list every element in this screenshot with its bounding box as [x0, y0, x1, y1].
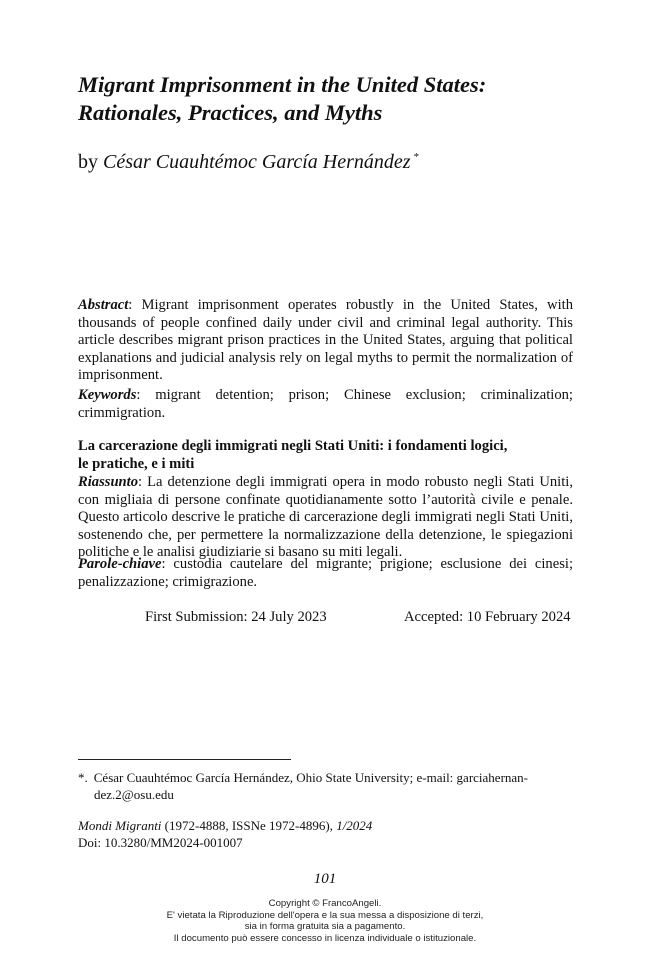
title-line-1: Migrant Imprisonment in the United States:	[78, 72, 487, 97]
journal-name: Mondi Migranti	[78, 818, 162, 833]
keywords-text: : migrant detention; prison; Chinese exclusion; criminalization; crimmigration.	[78, 387, 573, 421]
footnote-line-2: dez.2@osu.edu	[94, 787, 174, 802]
journal-issue: 1/2024	[336, 818, 373, 833]
author-name: César Cuauhtémoc García Hernández	[103, 151, 411, 173]
article-title	[78, 71, 598, 127]
riassunto	[78, 474, 573, 562]
footnote-line-1: César Cuauhtémoc García Hernández, Ohio State University; e-mail: garciahernan-	[93, 770, 528, 785]
journal-info	[78, 817, 372, 851]
riassunto-text: : La detenzione degli immigrati opera in modo robusto negli Stati Uniti, con migliaia di persone confinate quotidianamente sotto l’autorità civile e penale. Questo articolo descrive le pratiche di carcerazione degli immigrati negli Stati Uniti, sostenendo che, per permettere la normalizzazione della detenzione, le spiegazioni politiche e le analisi giudiziarie si basano su miti legali.	[78, 474, 573, 561]
italian-title-line-2: le pratiche, e i miti	[78, 455, 195, 472]
journal-doi: Doi: 10.3280/MM2024-001007	[78, 835, 243, 850]
riassunto-label: Riassunto	[78, 474, 139, 490]
copyright-line-4: Il documento può essere concesso in licenza individuale o istituzionale.	[173, 932, 477, 944]
abstract	[78, 297, 573, 385]
journal-issn: (1972-4888, ISSNe 1972-4896),	[161, 818, 337, 833]
abstract-label: Abstract	[78, 297, 129, 313]
abstract-text: : Migrant imprisonment operates robustly in the United States, with thousands of people confined daily under civil and criminal legal authority. This article describes migrant prison practices in the United States, arguing that political explanations and judicial analysis rely on legal myths to permit the normalization of imprisonment.	[78, 297, 573, 384]
parole-chiave-text: : custodia cautelare del migrante; prigione; esclusione dei cinesi; penalizzazione; crimigrazione.	[78, 556, 573, 590]
keywords-label: Keywords	[78, 387, 137, 403]
author-footnote-mark: *	[413, 151, 420, 163]
parole-chiave-label: Parole-chiave	[78, 556, 162, 572]
page-number: 101	[313, 871, 337, 887]
accepted-date: Accepted: 10 February 2024	[404, 609, 571, 625]
author-byline	[78, 145, 419, 174]
footnote-divider	[78, 759, 291, 760]
first-submission-date: First Submission: 24 July 2023	[145, 609, 327, 625]
italian-title	[78, 438, 573, 473]
footnote-mark: *.	[78, 770, 88, 785]
copyright-line-3: sia in forma gratuita sia a pagamento.	[244, 921, 406, 933]
keywords	[78, 387, 573, 422]
copyright-line-2: E' vietata la Riproduzione dell'opera e la sua messa a disposizione di terzi,	[166, 909, 484, 921]
copyright-notice	[0, 898, 650, 944]
author-footnote	[78, 769, 573, 803]
title-line-2: Rationales, Practices, and Myths	[78, 100, 383, 125]
italian-title-line-1: La carcerazione degli immigrati negli Stati Uniti: i fondamenti logici,	[78, 438, 508, 454]
byline-prefix: by	[78, 151, 98, 173]
copyright-line-1: Copyright © FrancoAngeli.	[268, 898, 382, 909]
parole-chiave	[78, 556, 573, 591]
